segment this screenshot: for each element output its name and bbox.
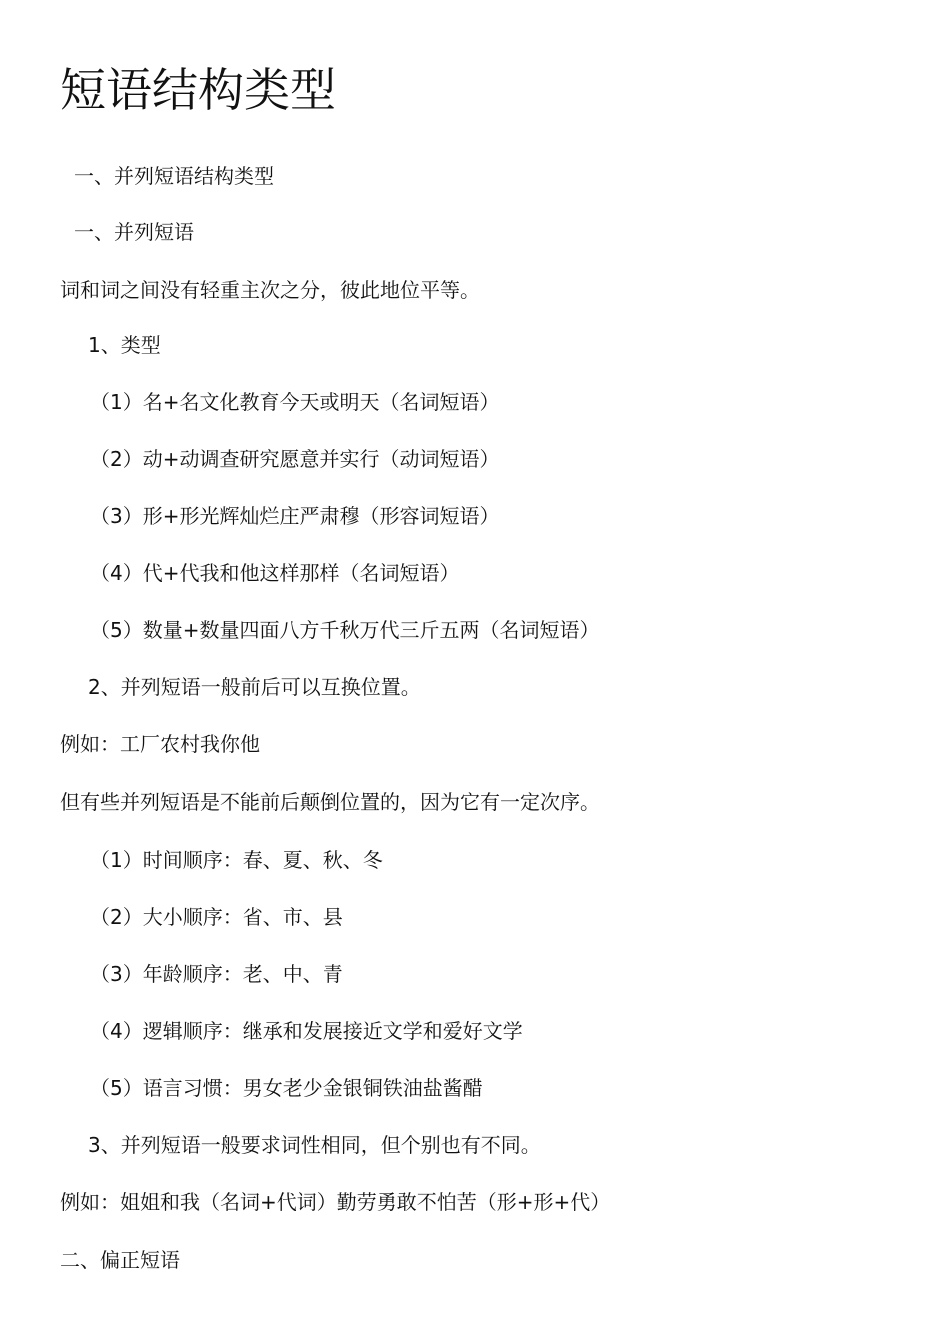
section-heading: 一、并列短语 — [74, 220, 194, 244]
sub-heading: 1、类型 — [88, 333, 161, 357]
list-item: （5）数量+数量四面八方千秋万代三斤五两（名词短语） — [90, 618, 600, 642]
list-item: （1）时间顺序：春、夏、秋、冬 — [90, 848, 383, 872]
paragraph: 但有些并列短语是不能前后颠倒位置的，因为它有一定次序。 — [60, 790, 600, 814]
sub-heading: 2、并列短语一般前后可以互换位置。 — [88, 675, 421, 699]
list-item: （3）年龄顺序：老、中、青 — [90, 962, 343, 986]
list-item: （2）大小顺序：省、市、县 — [90, 905, 343, 929]
section-heading: 一、并列短语结构类型 — [74, 164, 274, 188]
sub-heading: 3、并列短语一般要求词性相同，但个别也有不同。 — [88, 1133, 541, 1157]
paragraph: 例如：工厂农村我你他 — [60, 732, 260, 756]
list-item: （4）逻辑顺序：继承和发展接近文学和爱好文学 — [90, 1019, 523, 1043]
list-item: （5）语言习惯：男女老少金银铜铁油盐酱醋 — [90, 1076, 483, 1100]
section-heading: 二、偏正短语 — [60, 1248, 180, 1272]
list-item: （4）代+代我和他这样那样（名词短语） — [90, 561, 460, 585]
list-item: （2）动+动调查研究愿意并实行（动词短语） — [90, 447, 500, 471]
list-item: （3）形+形光辉灿烂庄严肃穆（形容词短语） — [90, 504, 500, 528]
paragraph: 例如：姐姐和我（名词+代词）勤劳勇敢不怕苦（形+形+代） — [60, 1190, 611, 1214]
page-title: 短语结构类型 — [60, 63, 336, 117]
paragraph: 词和词之间没有轻重主次之分，彼此地位平等。 — [60, 278, 480, 302]
list-item: （1）名+名文化教育今天或明天（名词短语） — [90, 390, 500, 414]
